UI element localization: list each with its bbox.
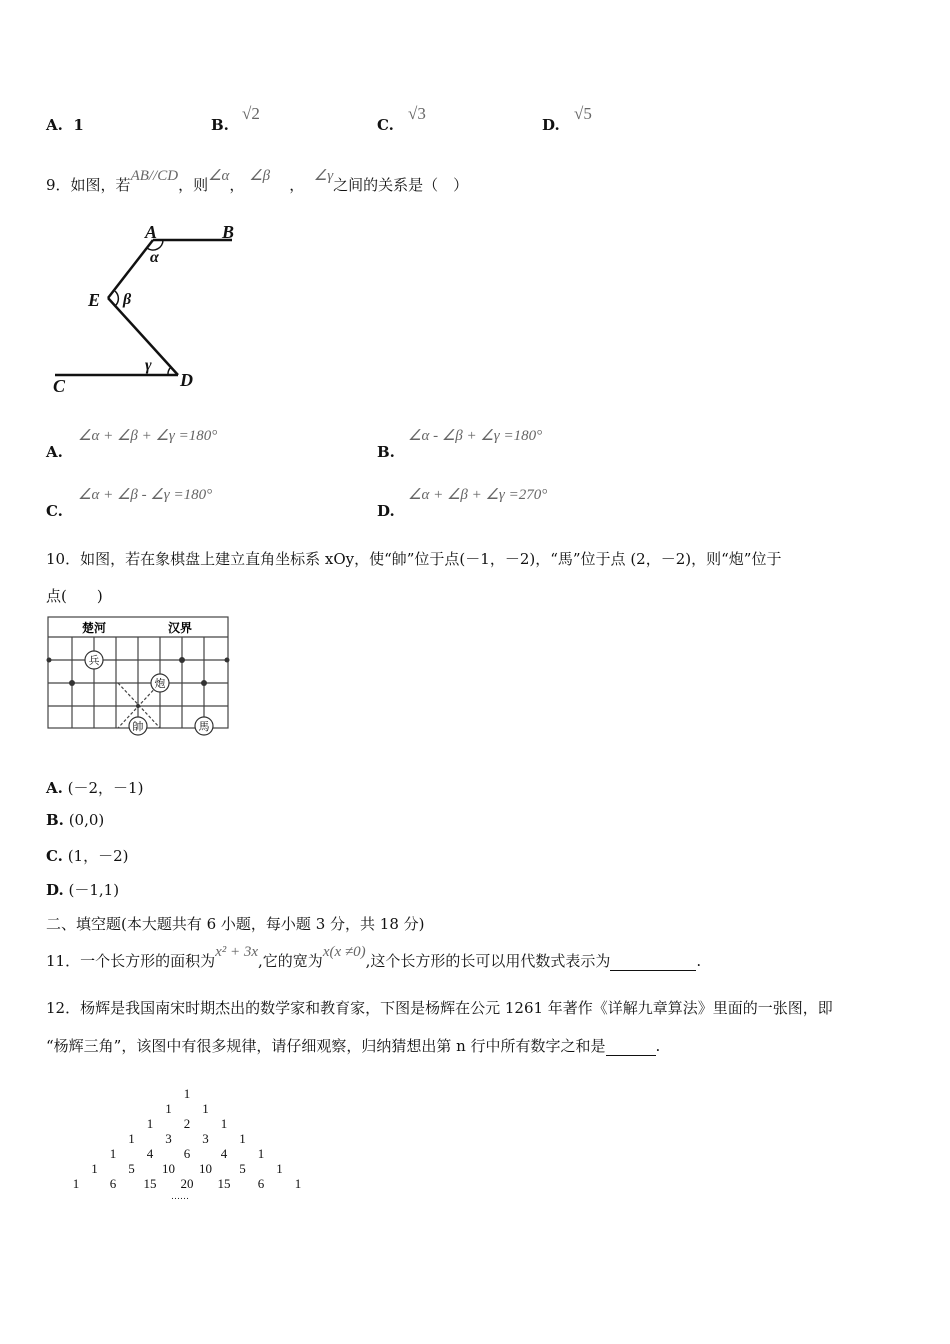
piece-bing: 兵: [88, 655, 100, 667]
triangle-number: 10: [199, 1161, 212, 1176]
q9-option-b-value: ∠α - ∠β + ∠γ =180°: [408, 428, 543, 444]
river-label-chu: 楚河: [82, 621, 107, 635]
section-heading-fill-in: 二、填空题(本大题共有 6 小题，每小题 3 分，共 18 分): [46, 915, 425, 933]
triangle-number: 3: [165, 1131, 172, 1146]
q10-option-c: C. (1，－2): [46, 847, 129, 865]
q9-option-c-label: C.: [46, 502, 63, 520]
triangle-number: 15: [217, 1176, 231, 1191]
q10-option-d: D. (－1,1): [46, 881, 120, 899]
q10-stem-line2: 点( ): [46, 587, 103, 605]
triangle-number: 1: [183, 1086, 191, 1101]
label-alpha: α: [150, 249, 159, 266]
triangle-number: 2: [183, 1116, 191, 1131]
label-B: B: [222, 222, 235, 242]
triangle-number: 6: [109, 1176, 117, 1191]
triangle-number: 15: [143, 1176, 157, 1191]
triangle-number: 1: [72, 1176, 80, 1191]
q9-option-b-label: B.: [377, 443, 395, 461]
piece-shuai: 帥: [132, 721, 144, 733]
triangle-number: 1: [294, 1176, 302, 1191]
q8-option-d-value: √5: [574, 104, 592, 123]
triangle-number: 1: [109, 1146, 117, 1161]
piece-ma: 馬: [198, 721, 210, 733]
q12-answer-blank[interactable]: [606, 1037, 656, 1056]
triangle-number: 6: [183, 1146, 191, 1161]
q8-option-c-label: C.: [377, 116, 394, 134]
q8-option-d-label: D.: [542, 116, 560, 134]
q9-option-a-value: ∠α + ∠β + ∠γ =180°: [78, 428, 218, 444]
label-E: E: [88, 290, 101, 310]
q10-option-a: A. (－2，－1): [46, 779, 144, 797]
triangle-number: 4: [220, 1146, 228, 1161]
q11-stem: 11．一个长方形的面积为x² + 3x,它的宽为x(x ≠0),这个长方形的长可以用代数式表示为 .: [46, 944, 702, 970]
triangle-number: 1: [239, 1131, 246, 1146]
label-C: C: [53, 376, 66, 396]
river-label-han: 汉界: [168, 621, 193, 635]
triangle-number: 6: [257, 1176, 265, 1191]
chessboard-figure: [40, 610, 240, 745]
triangle-number: 1: [220, 1116, 228, 1131]
triangle-ellipsis: ……: [171, 1191, 189, 1201]
triangle-number: 5: [128, 1161, 135, 1176]
q8-option-b-label: B.: [211, 116, 229, 134]
q11-answer-blank[interactable]: [610, 952, 696, 971]
triangle-number: 10: [162, 1161, 175, 1176]
triangle-number: 5: [239, 1161, 246, 1176]
label-gamma: γ: [145, 357, 152, 374]
label-beta: β: [123, 291, 132, 308]
triangle-number: 1: [202, 1101, 209, 1116]
triangle-number: 20: [180, 1176, 194, 1191]
q8-option-b-value: √2: [242, 104, 260, 123]
q12-stem-line2: “杨辉三角”，该图中有很多规律，请仔细观察，归纳猜想出第 n 行中所有数字之和是 .: [46, 1037, 661, 1055]
triangle-number: 1: [257, 1146, 265, 1161]
triangle-number: 1: [165, 1101, 172, 1116]
q9-option-a-label: A.: [46, 443, 63, 461]
q10-stem-line1: 10．如图，若在象棋盘上建立直角坐标系 xOy，使“帥”位于点(－1，－2)，“馬”位于点 (2，－2)，则“炮”位于: [46, 550, 782, 568]
q9-option-d-value: ∠α + ∠β + ∠γ =270°: [408, 487, 548, 503]
triangle-number: 1: [146, 1116, 154, 1131]
triangle-number: 1: [91, 1161, 98, 1176]
q9-geometry-figure: [0, 0, 260, 400]
q10-option-b: B. (0,0): [46, 811, 105, 829]
q9-option-c-value: ∠α + ∠β - ∠γ =180°: [78, 487, 213, 503]
q9-stem: 9．如图，若AB//CD，则∠α， ∠β ， ∠γ之间的关系是（ ）: [46, 168, 469, 194]
triangle-number: 4: [146, 1146, 154, 1161]
q8-option-a: A. 1: [46, 116, 84, 134]
piece-pao: 炮: [154, 678, 166, 690]
triangle-number: 1: [276, 1161, 283, 1176]
label-A: A: [145, 222, 158, 242]
q8-option-c-value: √3: [408, 104, 426, 123]
triangle-number: 3: [202, 1131, 209, 1146]
q9-option-d-label: D.: [377, 502, 395, 520]
label-D: D: [180, 370, 193, 390]
triangle-number: 1: [128, 1131, 135, 1146]
q12-stem-line1: 12．杨辉是我国南宋时期杰出的数学家和教育家，下图是杨辉在公元 1261 年著作《详解九章算法》里面的一张图，即: [46, 999, 833, 1017]
